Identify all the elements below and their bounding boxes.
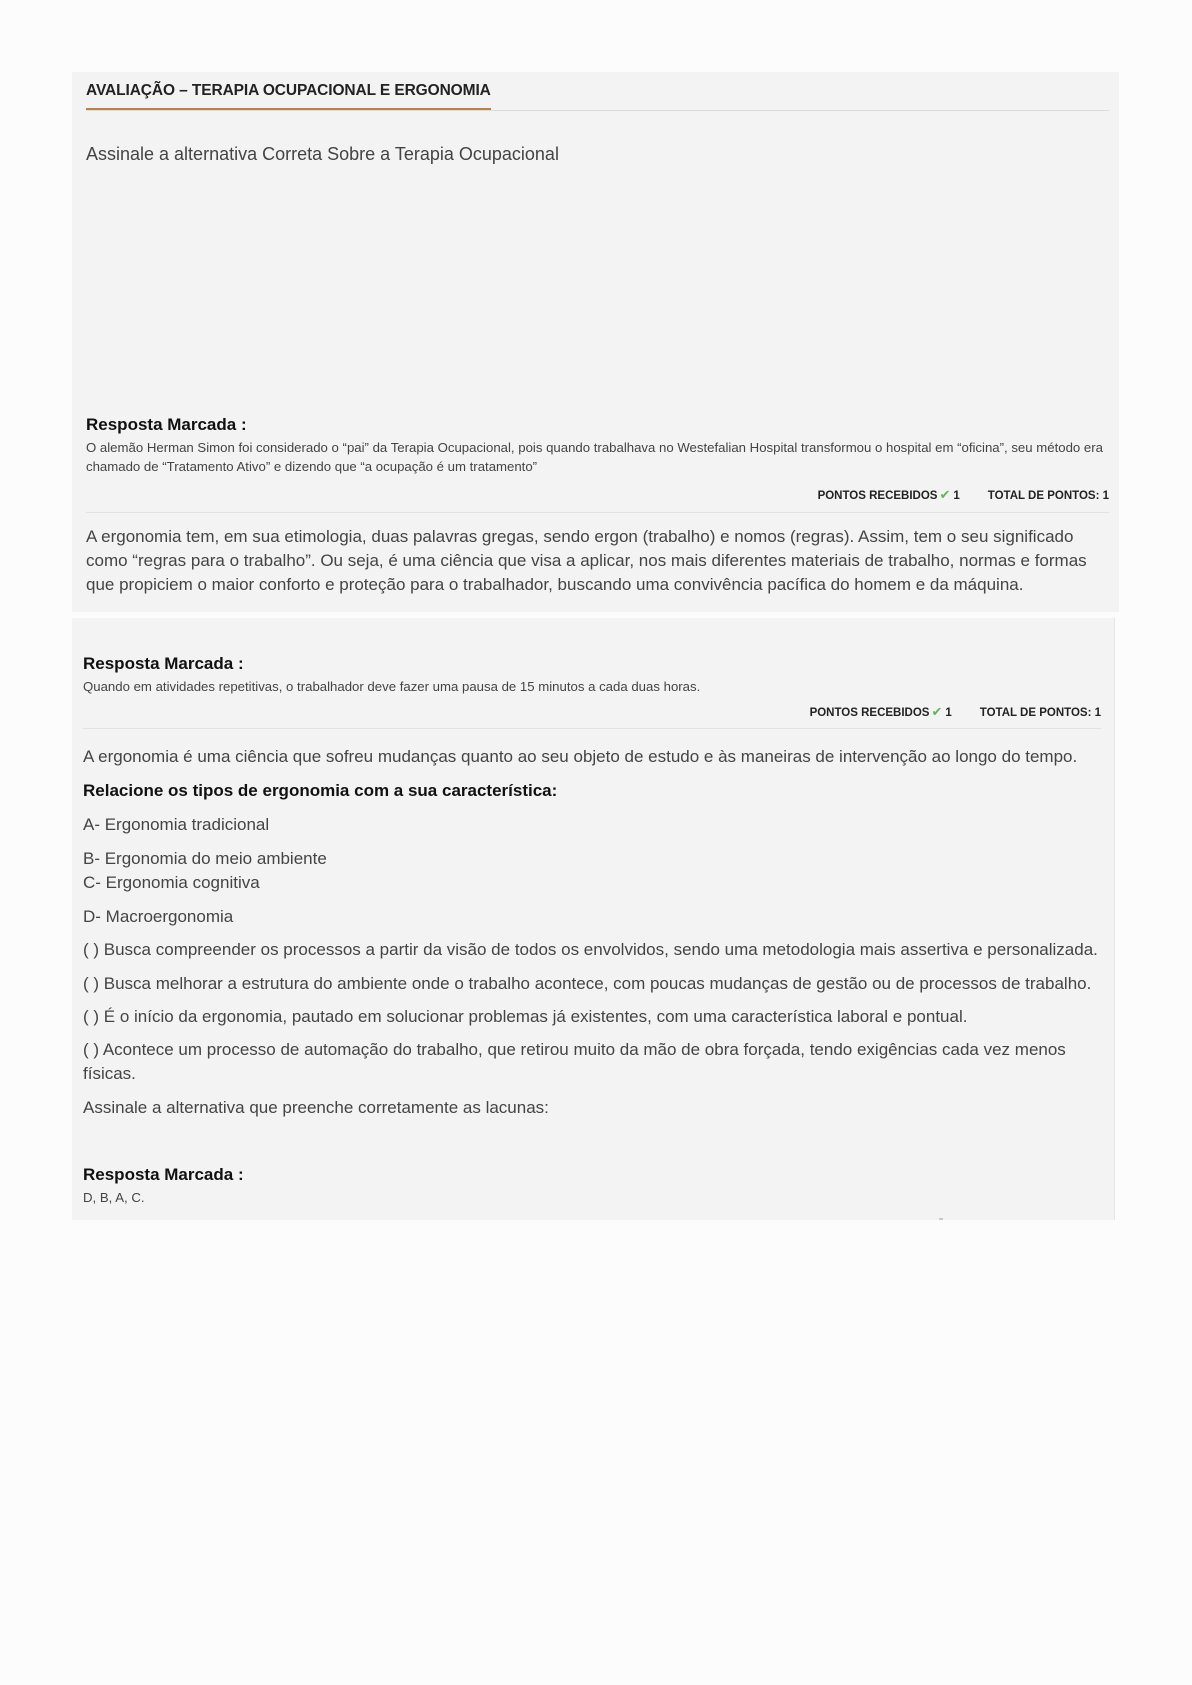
points-received-value: 1 <box>953 490 960 502</box>
option-c: C- Ergonomia cognitiva <box>83 873 260 892</box>
item-1: ( ) Busca compreender os processos a partir da visão de todos os envolvidos, sendo uma metodologia mais assertiva e personalizada. <box>83 940 1098 959</box>
answer-label: Resposta Marcada : <box>83 654 244 673</box>
answer-label: Resposta Marcada : <box>86 415 247 434</box>
question-panel-2 <box>72 618 1115 1220</box>
points-row <box>818 487 1109 503</box>
total-points: TOTAL DE PONTOS: 1 <box>987 490 1109 502</box>
question-2-text: A ergonomia tem, em sua etimologia, duas palavras gregas, sendo ergon (trabalho) e nomos (regras). Assim, tem o seu significado como “regras para o trabalho”. Ou seja, é uma ciência que visa a aplicar, nos mais diferentes materiais de trabalho, normas e formas que propiciem o maior conforto e proteção para o trabalhador, buscando uma convivência pacífica do homem e da máquina. <box>86 527 1087 594</box>
check-icon: ✔ <box>931 704 943 719</box>
divider <box>86 512 1109 513</box>
points-received-label: PONTOS RECEBIDOS <box>809 707 930 719</box>
item-4-continued: físicas. <box>83 1064 136 1083</box>
question-3-prompt: Assinale a alternativa que preenche corretamente as lacunas: <box>83 1098 549 1117</box>
option-b: B- Ergonomia do meio ambiente <box>83 849 327 868</box>
item-3: ( ) É o início da ergonomia, pautado em solucionar problemas já existentes, com uma característica laboral e pontual. <box>83 1007 968 1026</box>
answer-text: D, B, A, C. <box>83 1190 145 1205</box>
answer-text: O alemão Herman Simon foi considerado o “pai” da Terapia Ocupacional, pois quando trabalhava no Westefalian Hospital transformou o hospital em “oficina”, seu método era chamado de “Tratamento Ativo” e dizendo que “a ocupação é um tratamento” <box>86 440 1103 474</box>
total-points: TOTAL DE PONTOS: 1 <box>979 707 1101 719</box>
bottom-mark <box>939 1218 943 1220</box>
question-3-intro: A ergonomia é uma ciência que sofreu mudanças quanto ao seu objeto de estudo e às maneiras de intervenção ao longo do tempo. <box>83 747 1078 766</box>
check-icon: ✔ <box>939 487 951 502</box>
points-row <box>810 704 1101 720</box>
answer-label: Resposta Marcada : <box>83 1165 244 1184</box>
item-2: ( ) Busca melhorar a estrutura do ambiente onde o trabalho acontece, com poucas mudanças de gestão ou de processos de trabalho. <box>83 974 1092 993</box>
points-received-label: PONTOS RECEBIDOS <box>817 490 938 502</box>
item-4: ( ) Acontece um processo de automação do trabalho, que retirou muito da mão de obra forçada, tendo exigências cada vez menos <box>83 1040 1066 1059</box>
divider <box>83 728 1101 729</box>
question-3-instruction: Relacione os tipos de ergonomia com a sua característica: <box>83 781 558 800</box>
question-panel-1 <box>72 72 1119 612</box>
option-a: A- Ergonomia tradicional <box>83 815 270 834</box>
answer-text: Quando em atividades repetitivas, o trabalhador deve fazer uma pausa de 15 minutos a cada duas horas. <box>83 679 701 694</box>
question-1-text: Assinale a alternativa Correta Sobre a Terapia Ocupacional <box>86 144 559 164</box>
option-d: D- Macroergonomia <box>83 907 234 926</box>
page-title: AVALIAÇÃO – TERAPIA OCUPACIONAL E ERGONOMIA <box>86 82 491 110</box>
points-received-value: 1 <box>945 707 952 719</box>
header-divider <box>86 110 1109 111</box>
